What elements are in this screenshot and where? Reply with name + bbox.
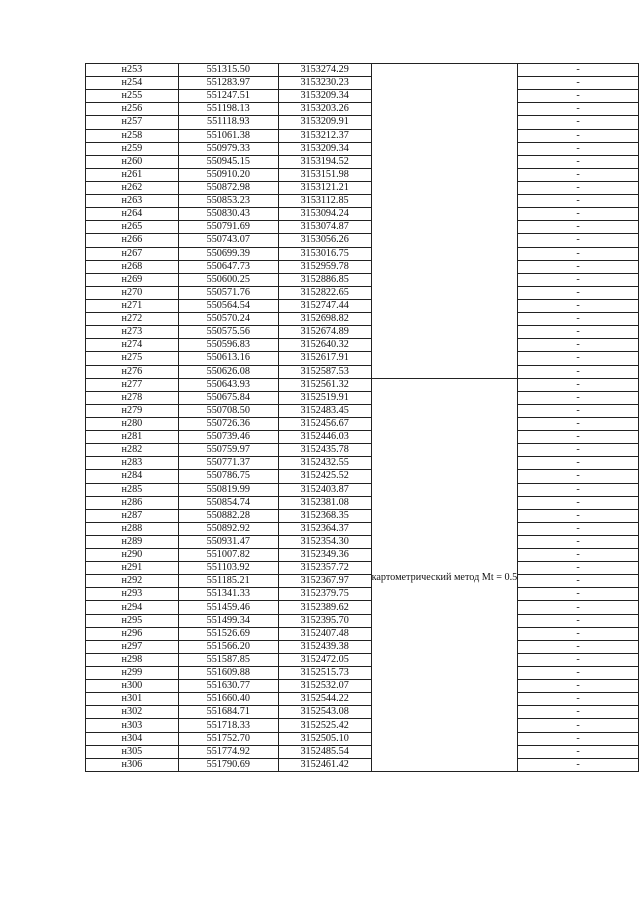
point-name-cell: н281 (86, 431, 179, 444)
point-name-cell: н271 (86, 299, 179, 312)
description-cell: - (518, 234, 639, 247)
table-row (86, 693, 639, 706)
y-coordinate-cell: 3153274.29 (278, 64, 371, 77)
x-coordinate-cell: 550882.28 (178, 509, 278, 522)
table-row (86, 719, 639, 732)
x-coordinate-cell: 551118.93 (178, 116, 278, 129)
description-cell: - (518, 247, 639, 260)
y-coordinate-cell: 3152381.08 (278, 496, 371, 509)
x-coordinate-cell: 550726.36 (178, 417, 278, 430)
method-cell (371, 378, 518, 771)
description-cell: - (518, 181, 639, 194)
method-cell-empty (371, 64, 518, 379)
point-name-cell: н280 (86, 417, 179, 430)
coordinates-table (85, 63, 639, 772)
point-name-cell: н306 (86, 758, 179, 771)
table-row (86, 732, 639, 745)
y-coordinate-cell: 3153209.91 (278, 116, 371, 129)
point-name-cell: н290 (86, 549, 179, 562)
x-coordinate-cell: 550910.20 (178, 168, 278, 181)
description-cell: - (518, 680, 639, 693)
description-cell: - (518, 588, 639, 601)
description-cell: - (518, 719, 639, 732)
table-row (86, 168, 639, 181)
description-cell: - (518, 260, 639, 273)
description-cell: - (518, 470, 639, 483)
x-coordinate-cell: 551061.38 (178, 129, 278, 142)
description-cell: - (518, 457, 639, 470)
y-coordinate-cell: 3152456.67 (278, 417, 371, 430)
x-coordinate-cell: 551103.92 (178, 562, 278, 575)
y-coordinate-cell: 3152886.85 (278, 273, 371, 286)
point-name-cell: н287 (86, 509, 179, 522)
x-coordinate-cell: 551526.69 (178, 627, 278, 640)
table-row (86, 90, 639, 103)
description-cell: - (518, 77, 639, 90)
table-row (86, 680, 639, 693)
x-coordinate-cell: 550854.74 (178, 496, 278, 509)
point-name-cell: н291 (86, 562, 179, 575)
table-row (86, 535, 639, 548)
table-row (86, 431, 639, 444)
description-cell: - (518, 614, 639, 627)
y-coordinate-cell: 3152446.03 (278, 431, 371, 444)
y-coordinate-cell: 3152959.78 (278, 260, 371, 273)
x-coordinate-cell: 550931.47 (178, 535, 278, 548)
y-coordinate-cell: 3152349.36 (278, 549, 371, 562)
description-cell: - (518, 391, 639, 404)
x-coordinate-cell: 551185.21 (178, 575, 278, 588)
y-coordinate-cell: 3152617.91 (278, 352, 371, 365)
x-coordinate-cell: 550571.76 (178, 286, 278, 299)
x-coordinate-cell: 550564.54 (178, 299, 278, 312)
description-cell: - (518, 273, 639, 286)
point-name-cell: н302 (86, 706, 179, 719)
x-coordinate-cell: 550600.25 (178, 273, 278, 286)
y-coordinate-cell: 3152485.54 (278, 745, 371, 758)
table-row (86, 640, 639, 653)
y-coordinate-cell: 3152368.35 (278, 509, 371, 522)
point-name-cell: н269 (86, 273, 179, 286)
table-row (86, 483, 639, 496)
table-row (86, 627, 639, 640)
y-coordinate-cell: 3152519.91 (278, 391, 371, 404)
description-cell: - (518, 535, 639, 548)
x-coordinate-cell: 550596.83 (178, 339, 278, 352)
y-coordinate-cell: 3153194.52 (278, 155, 371, 168)
point-name-cell: н255 (86, 90, 179, 103)
point-name-cell: н272 (86, 313, 179, 326)
point-name-cell: н263 (86, 195, 179, 208)
description-cell: - (518, 431, 639, 444)
description-cell: - (518, 116, 639, 129)
coordinates-table-body (86, 64, 639, 772)
x-coordinate-cell: 550699.39 (178, 247, 278, 260)
x-coordinate-cell: 550708.50 (178, 404, 278, 417)
point-name-cell: н285 (86, 483, 179, 496)
x-coordinate-cell: 551660.40 (178, 693, 278, 706)
description-cell: - (518, 522, 639, 535)
table-row (86, 575, 639, 588)
point-name-cell: н300 (86, 680, 179, 693)
point-name-cell: н297 (86, 640, 179, 653)
description-cell: - (518, 168, 639, 181)
x-coordinate-cell: 550853.23 (178, 195, 278, 208)
table-row (86, 588, 639, 601)
table-row (86, 391, 639, 404)
y-coordinate-cell: 3152357.72 (278, 562, 371, 575)
y-coordinate-cell: 3152461.42 (278, 758, 371, 771)
x-coordinate-cell: 551752.70 (178, 732, 278, 745)
x-coordinate-cell: 550771.37 (178, 457, 278, 470)
y-coordinate-cell: 3153209.34 (278, 142, 371, 155)
x-coordinate-cell: 551774.92 (178, 745, 278, 758)
description-cell: - (518, 286, 639, 299)
table-row (86, 339, 639, 352)
point-name-cell: н292 (86, 575, 179, 588)
x-coordinate-cell: 551315.50 (178, 64, 278, 77)
table-row (86, 116, 639, 129)
x-coordinate-cell: 550613.16 (178, 352, 278, 365)
x-coordinate-cell: 550872.98 (178, 181, 278, 194)
description-cell: - (518, 365, 639, 378)
x-coordinate-cell: 551247.51 (178, 90, 278, 103)
x-coordinate-cell: 550643.93 (178, 378, 278, 391)
table-row (86, 77, 639, 90)
table-row (86, 326, 639, 339)
y-coordinate-cell: 3152379.75 (278, 588, 371, 601)
description-cell: - (518, 667, 639, 680)
y-coordinate-cell: 3152543.08 (278, 706, 371, 719)
description-cell: - (518, 195, 639, 208)
point-name-cell: н301 (86, 693, 179, 706)
point-name-cell: н265 (86, 221, 179, 234)
table-row (86, 509, 639, 522)
y-coordinate-cell: 3153094.24 (278, 208, 371, 221)
point-name-cell: н305 (86, 745, 179, 758)
x-coordinate-cell: 551630.77 (178, 680, 278, 693)
description-cell: - (518, 142, 639, 155)
table-row (86, 417, 639, 430)
table-row (86, 129, 639, 142)
y-coordinate-cell: 3152505.10 (278, 732, 371, 745)
table-row (86, 404, 639, 417)
description-cell: - (518, 339, 639, 352)
point-name-cell: н289 (86, 535, 179, 548)
point-name-cell: н275 (86, 352, 179, 365)
point-name-cell: н261 (86, 168, 179, 181)
y-coordinate-cell: 3152483.45 (278, 404, 371, 417)
table-row (86, 286, 639, 299)
description-cell: - (518, 313, 639, 326)
x-coordinate-cell: 550945.15 (178, 155, 278, 168)
y-coordinate-cell: 3152472.05 (278, 653, 371, 666)
point-name-cell: н254 (86, 77, 179, 90)
description-cell: - (518, 562, 639, 575)
point-name-cell: н262 (86, 181, 179, 194)
y-coordinate-cell: 3152822.65 (278, 286, 371, 299)
table-row (86, 234, 639, 247)
table-row (86, 247, 639, 260)
y-coordinate-cell: 3152640.32 (278, 339, 371, 352)
point-name-cell: н266 (86, 234, 179, 247)
table-row (86, 378, 639, 391)
point-name-cell: н260 (86, 155, 179, 168)
table-row (86, 444, 639, 457)
y-coordinate-cell: 3152587.53 (278, 365, 371, 378)
description-cell: - (518, 601, 639, 614)
point-name-cell: н298 (86, 653, 179, 666)
y-coordinate-cell: 3153212.37 (278, 129, 371, 142)
x-coordinate-cell: 551499.34 (178, 614, 278, 627)
description-cell: - (518, 496, 639, 509)
table-row (86, 457, 639, 470)
point-name-cell: н257 (86, 116, 179, 129)
x-coordinate-cell: 550675.84 (178, 391, 278, 404)
description-cell: - (518, 444, 639, 457)
y-coordinate-cell: 3153203.26 (278, 103, 371, 116)
x-coordinate-cell: 550979.33 (178, 142, 278, 155)
table-row (86, 142, 639, 155)
x-coordinate-cell: 550791.69 (178, 221, 278, 234)
table-row (86, 549, 639, 562)
y-coordinate-cell: 3152544.22 (278, 693, 371, 706)
point-name-cell: н296 (86, 627, 179, 640)
x-coordinate-cell: 551609.88 (178, 667, 278, 680)
point-name-cell: н253 (86, 64, 179, 77)
point-name-cell: н286 (86, 496, 179, 509)
point-name-cell: н264 (86, 208, 179, 221)
table-row (86, 365, 639, 378)
point-name-cell: н304 (86, 732, 179, 745)
table-row (86, 745, 639, 758)
x-coordinate-cell: 551283.97 (178, 77, 278, 90)
description-cell: - (518, 378, 639, 391)
point-name-cell: н294 (86, 601, 179, 614)
description-cell: - (518, 693, 639, 706)
y-coordinate-cell: 3152425.52 (278, 470, 371, 483)
y-coordinate-cell: 3153230.23 (278, 77, 371, 90)
y-coordinate-cell: 3152389.62 (278, 601, 371, 614)
y-coordinate-cell: 3152515.73 (278, 667, 371, 680)
table-row (86, 758, 639, 771)
table-row (86, 103, 639, 116)
description-cell: - (518, 509, 639, 522)
table-row (86, 64, 639, 77)
description-cell: - (518, 352, 639, 365)
y-coordinate-cell: 3152561.32 (278, 378, 371, 391)
point-name-cell: н273 (86, 326, 179, 339)
description-cell: - (518, 103, 639, 116)
x-coordinate-cell: 550647.73 (178, 260, 278, 273)
point-name-cell: н276 (86, 365, 179, 378)
y-coordinate-cell: 3152532.07 (278, 680, 371, 693)
description-cell: - (518, 299, 639, 312)
y-coordinate-cell: 3152525.42 (278, 719, 371, 732)
table-row (86, 496, 639, 509)
description-cell: - (518, 549, 639, 562)
y-coordinate-cell: 3153056.26 (278, 234, 371, 247)
description-cell: - (518, 417, 639, 430)
description-cell: - (518, 732, 639, 745)
y-coordinate-cell: 3152439.38 (278, 640, 371, 653)
point-name-cell: н303 (86, 719, 179, 732)
description-cell: - (518, 627, 639, 640)
y-coordinate-cell: 3153074.87 (278, 221, 371, 234)
y-coordinate-cell: 3153151.98 (278, 168, 371, 181)
table-row (86, 313, 639, 326)
description-cell: - (518, 155, 639, 168)
x-coordinate-cell: 551587.85 (178, 653, 278, 666)
method-text: картометрический метод Mt = 0.5 (371, 571, 518, 583)
description-cell: - (518, 90, 639, 103)
y-coordinate-cell: 3152367.97 (278, 575, 371, 588)
x-coordinate-cell: 551459.46 (178, 601, 278, 614)
y-coordinate-cell: 3153121.21 (278, 181, 371, 194)
x-coordinate-cell: 551790.69 (178, 758, 278, 771)
description-cell: - (518, 326, 639, 339)
x-coordinate-cell: 551341.33 (178, 588, 278, 601)
y-coordinate-cell: 3153016.75 (278, 247, 371, 260)
description-cell: - (518, 404, 639, 417)
y-coordinate-cell: 3152674.89 (278, 326, 371, 339)
x-coordinate-cell: 550759.97 (178, 444, 278, 457)
x-coordinate-cell: 550786.75 (178, 470, 278, 483)
table-row (86, 155, 639, 168)
x-coordinate-cell: 550892.92 (178, 522, 278, 535)
point-name-cell: н288 (86, 522, 179, 535)
point-name-cell: н295 (86, 614, 179, 627)
y-coordinate-cell: 3152354.30 (278, 535, 371, 548)
table-row (86, 522, 639, 535)
table-row (86, 470, 639, 483)
description-cell: - (518, 208, 639, 221)
description-cell: - (518, 483, 639, 496)
description-cell: - (518, 745, 639, 758)
table-row (86, 299, 639, 312)
table-row (86, 273, 639, 286)
y-coordinate-cell: 3152435.78 (278, 444, 371, 457)
y-coordinate-cell: 3152364.37 (278, 522, 371, 535)
table-row (86, 208, 639, 221)
point-name-cell: н277 (86, 378, 179, 391)
table-row (86, 562, 639, 575)
table-row (86, 221, 639, 234)
table-row (86, 352, 639, 365)
x-coordinate-cell: 550626.08 (178, 365, 278, 378)
description-cell: - (518, 221, 639, 234)
x-coordinate-cell: 551198.13 (178, 103, 278, 116)
x-coordinate-cell: 551007.82 (178, 549, 278, 562)
point-name-cell: н268 (86, 260, 179, 273)
point-name-cell: н278 (86, 391, 179, 404)
point-name-cell: н267 (86, 247, 179, 260)
table-row (86, 653, 639, 666)
point-name-cell: н274 (86, 339, 179, 352)
y-coordinate-cell: 3152432.55 (278, 457, 371, 470)
y-coordinate-cell: 3152698.82 (278, 313, 371, 326)
point-name-cell: н284 (86, 470, 179, 483)
table-row (86, 601, 639, 614)
y-coordinate-cell: 3152407.48 (278, 627, 371, 640)
point-name-cell: н282 (86, 444, 179, 457)
x-coordinate-cell: 551684.71 (178, 706, 278, 719)
table-row (86, 195, 639, 208)
x-coordinate-cell: 551566.20 (178, 640, 278, 653)
point-name-cell: н299 (86, 667, 179, 680)
description-cell: - (518, 575, 639, 588)
description-cell: - (518, 758, 639, 771)
description-cell: - (518, 706, 639, 719)
point-name-cell: н259 (86, 142, 179, 155)
y-coordinate-cell: 3152747.44 (278, 299, 371, 312)
description-cell: - (518, 653, 639, 666)
y-coordinate-cell: 3153209.34 (278, 90, 371, 103)
x-coordinate-cell: 550575.56 (178, 326, 278, 339)
description-cell: - (518, 640, 639, 653)
description-cell: - (518, 129, 639, 142)
table-row (86, 667, 639, 680)
x-coordinate-cell: 551718.33 (178, 719, 278, 732)
y-coordinate-cell: 3153112.85 (278, 195, 371, 208)
point-name-cell: н270 (86, 286, 179, 299)
x-coordinate-cell: 550819.99 (178, 483, 278, 496)
point-name-cell: н293 (86, 588, 179, 601)
x-coordinate-cell: 550570.24 (178, 313, 278, 326)
table-row (86, 260, 639, 273)
point-name-cell: н256 (86, 103, 179, 116)
description-cell: - (518, 64, 639, 77)
y-coordinate-cell: 3152403.87 (278, 483, 371, 496)
point-name-cell: н258 (86, 129, 179, 142)
x-coordinate-cell: 550739.46 (178, 431, 278, 444)
x-coordinate-cell: 550830.43 (178, 208, 278, 221)
y-coordinate-cell: 3152395.70 (278, 614, 371, 627)
table-row (86, 706, 639, 719)
table-row (86, 614, 639, 627)
point-name-cell: н279 (86, 404, 179, 417)
table-row (86, 181, 639, 194)
x-coordinate-cell: 550743.07 (178, 234, 278, 247)
point-name-cell: н283 (86, 457, 179, 470)
